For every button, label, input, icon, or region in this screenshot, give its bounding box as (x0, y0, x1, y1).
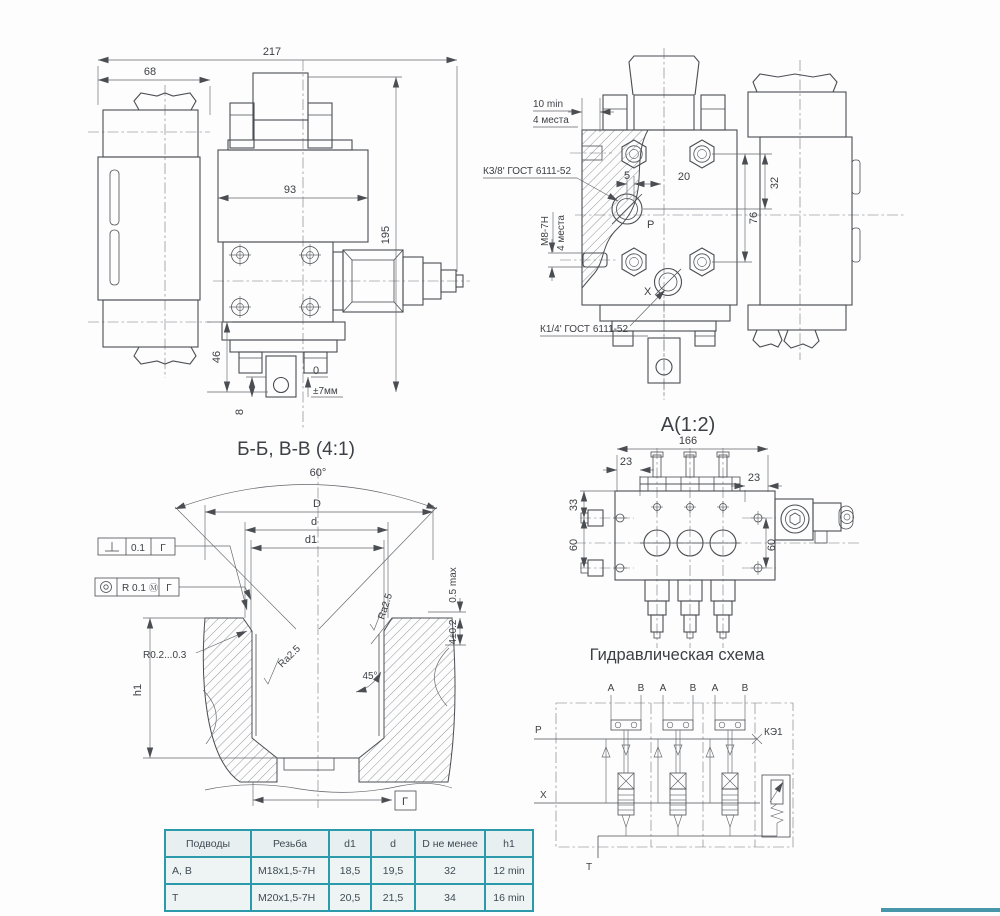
dim-23-left: 23 (619, 456, 633, 468)
dim-217: 217 (262, 46, 282, 58)
dim-93: 93 (283, 184, 297, 196)
label-k38: К3/8' ГОСТ 6111-52 (483, 166, 572, 177)
port-p-label: P (647, 219, 655, 231)
dim-60-left: 60 (568, 538, 580, 552)
ab-lines (611, 695, 745, 720)
spec-table (164, 829, 534, 912)
fcf-coax-tol: R 0.1 (122, 583, 146, 594)
dim-20: 20 (677, 171, 691, 183)
cell: М20х1,5-7Н (251, 884, 329, 911)
fcf-coaxiality (95, 578, 251, 600)
col-header-ports: Подводы (165, 830, 251, 857)
mount-holes (613, 501, 765, 575)
relief-valve-body (775, 499, 854, 543)
dim-76: 76 (748, 211, 760, 225)
coaxiality-icon (101, 582, 112, 593)
roughness-bore: Ra2.5 (276, 643, 303, 671)
port-p-sch-label: P (535, 725, 542, 736)
dim-stroke: ±7мм (313, 386, 338, 397)
dim-05max: 0.5 max (448, 567, 459, 603)
dim-4pm02: 4±0.2 (448, 619, 459, 645)
cell: Т (165, 884, 251, 911)
dim-60deg: 60° (309, 467, 327, 479)
accent-bar (881, 908, 1000, 912)
port-x (655, 269, 682, 296)
table-row (165, 857, 533, 884)
a-view-title: А(1:2) (660, 414, 716, 436)
section-title: Б-Б, В-В (4:1) (237, 439, 355, 460)
port-t-label: T (586, 862, 593, 873)
dim-195: 195 (380, 225, 392, 245)
dim-d1: d1 (304, 534, 318, 546)
valve-section-2 (654, 720, 693, 836)
valve-section-3 (706, 720, 745, 836)
note-10min-places: 4 места (533, 115, 569, 126)
dim-68: 68 (143, 66, 157, 78)
datum-letter: Г (402, 796, 408, 808)
cell: 20,5 (329, 884, 371, 911)
fcf-coax-mod: Ⓜ (149, 583, 159, 593)
col-header-d: d (371, 830, 415, 857)
cell: 21,5 (371, 884, 415, 911)
port-a2-label: A (659, 683, 667, 694)
fcf-perp-datum: Г (160, 543, 166, 554)
perpendicularity-icon (105, 542, 119, 551)
dim-33: 33 (568, 498, 580, 512)
label-k14: К1/4' ГОСТ 6111-52 (540, 324, 629, 335)
cell: 18,5 (329, 857, 371, 884)
dim-zero: 0 (313, 365, 320, 377)
dim-5: 5 (623, 170, 631, 182)
dim-D: D (313, 498, 321, 510)
dim-23-right: 23 (747, 472, 761, 484)
cell: 16 min (485, 884, 533, 911)
col-header-h1: h1 (485, 830, 533, 857)
table-row (165, 884, 533, 911)
port-b1-label: B (637, 683, 645, 694)
view-front (483, 48, 905, 400)
view-schematic (534, 646, 793, 873)
view-section (95, 439, 466, 810)
label-m8: М8-7Н (540, 215, 551, 247)
dim-h1: h1 (132, 683, 144, 697)
dim-d: d (310, 516, 318, 528)
view-a12 (568, 414, 862, 648)
dim-46: 46 (211, 350, 223, 364)
port-x-sch-label: X (540, 790, 547, 801)
dim-60-right: 60 (766, 538, 778, 552)
col-header-D: D не менее (415, 830, 485, 857)
fcf-coax-datum: Г (166, 583, 172, 594)
dim-8: 8 (234, 408, 246, 416)
roughness-top: Ra2.5 (376, 592, 396, 621)
cell: 19,5 (371, 857, 415, 884)
cell: 34 (415, 884, 485, 911)
port-a3-label: A (711, 683, 719, 694)
label-m8-places: 4 места (556, 215, 567, 251)
fcf-perpendicularity (98, 538, 247, 610)
view-side (88, 46, 470, 430)
relief-valve-symbol (762, 775, 790, 837)
col-header-thread: Резьба (251, 830, 329, 857)
cell: A, B (165, 857, 251, 884)
fcf-perp-tol: 0.1 (131, 543, 145, 554)
note-10min: 10 min (533, 99, 564, 110)
cell: 32 (415, 857, 485, 884)
port-b3-label: B (741, 683, 749, 694)
valve-section-1 (602, 720, 641, 836)
dim-32: 32 (769, 176, 781, 190)
cell: М18х1,5-7Н (251, 857, 329, 884)
relief-label: КЭ1 (764, 727, 783, 738)
cell: 12 min (485, 857, 533, 884)
port-x-label: X (644, 286, 652, 298)
radius-note: R0.2...0.3 (143, 650, 187, 661)
col-header-d1: d1 (329, 830, 371, 857)
dim-45deg: 45° (362, 671, 378, 682)
dim-166: 166 (678, 435, 698, 447)
port-b2-label: B (689, 683, 697, 694)
port-a1-label: A (607, 683, 615, 694)
schematic-title: Гидравлическая схема (589, 646, 765, 664)
